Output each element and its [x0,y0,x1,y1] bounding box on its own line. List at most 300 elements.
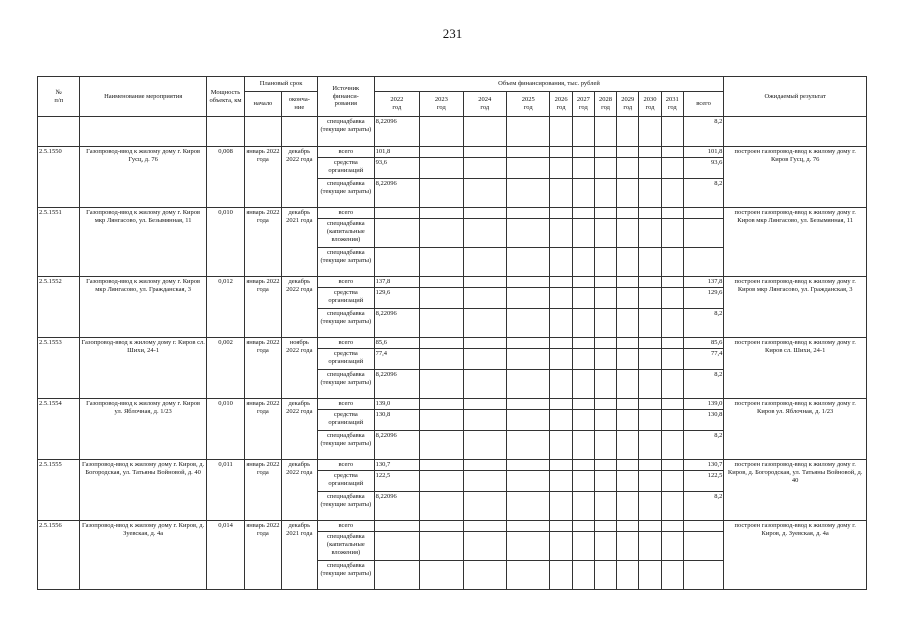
value-year [507,399,550,410]
value-year [572,399,594,410]
value-year [463,431,506,460]
value-year [661,248,683,277]
value-year [572,158,594,179]
value-year [639,521,661,532]
value-year [550,158,572,179]
value-year [550,208,572,219]
header-name: Наименование мероприятия [80,77,206,117]
value-year [639,248,661,277]
value-year [594,158,616,179]
header-result: Ожидаемый результат [724,77,867,117]
value-year [463,309,506,338]
expected-result: построен газопровод-ввод к жилому дому г. Киров мкр Лянгасово, ул. Гражданская, 3 [724,277,867,338]
value-year [617,248,639,277]
value-year [420,117,463,147]
value-year [420,309,463,338]
value-year [639,471,661,492]
value-year [550,179,572,208]
value-year [550,309,572,338]
value-year [463,208,506,219]
value-total [683,561,723,590]
value-year [639,370,661,399]
funding-source: спецнадбавка (текущие затраты) [318,431,375,460]
header-term-end: оконча- ние [281,92,317,117]
value-year [617,471,639,492]
object-start: январь 2022 года [245,147,281,208]
value-year [550,147,572,158]
header-year: 2025 год [507,92,550,117]
value-year [617,219,639,248]
value-year [463,147,506,158]
funding-source: спецнадбавка (текущие затраты) [318,179,375,208]
value-year [661,147,683,158]
value-year [550,277,572,288]
value-year [550,338,572,349]
value-2022: 122,5 [374,471,419,492]
object-number: 2.5.1551 [38,208,80,277]
value-year [507,208,550,219]
funding-source: спецнадбавка (текущие затраты) [318,117,375,147]
object-capacity: 0,002 [206,338,244,399]
value-year [463,219,506,248]
value-total: 137,8 [683,277,723,288]
value-year [661,471,683,492]
value-year [420,179,463,208]
value-year [550,532,572,561]
value-year [463,370,506,399]
value-2022: 130,7 [374,460,419,471]
table-row [38,147,867,158]
object-start: январь 2022 года [245,460,281,521]
value-year [507,179,550,208]
funding-source: средства организаций [318,288,375,309]
empty-cell [281,117,317,147]
value-year [550,492,572,521]
value-year [639,179,661,208]
object-end: декабрь 2021 года [281,521,317,590]
value-year [639,219,661,248]
value-year [572,219,594,248]
value-year [572,460,594,471]
value-year [639,399,661,410]
value-total: 8,2 [683,431,723,460]
value-total: 85,6 [683,338,723,349]
value-year [661,399,683,410]
object-name: Газопровод-ввод к жилому дому г. Киров ул. Яблочная, д. 1/23 [80,399,206,460]
value-year [572,370,594,399]
value-year [507,338,550,349]
value-total [683,208,723,219]
value-total: 129,6 [683,288,723,309]
value-year [572,288,594,309]
value-total: 122,5 [683,471,723,492]
value-year [420,399,463,410]
value-year [550,370,572,399]
value-year [572,147,594,158]
value-year [463,399,506,410]
value-2022: 130,8 [374,410,419,431]
value-year [463,460,506,471]
value-total [683,219,723,248]
table-row [38,117,867,147]
value-year [617,431,639,460]
header-source: Источник финанси- рования [318,77,375,117]
value-2022 [374,208,419,219]
value-year [420,370,463,399]
value-total [683,521,723,532]
object-number: 2.5.1556 [38,521,80,590]
value-year [463,471,506,492]
value-total: 139,0 [683,399,723,410]
value-year [617,158,639,179]
value-year [661,158,683,179]
object-name: Газопровод-ввод к жилому дому г. Киров Гусц, д. 76 [80,147,206,208]
value-year [639,158,661,179]
value-year [420,147,463,158]
value-year [550,460,572,471]
value-year [594,349,616,370]
expected-result: построен газопровод-ввод к жилому дому г. Киров сл. Шихи, 24-1 [724,338,867,399]
header-term: Плановый срок [245,77,318,92]
funding-source: спецнадбавка (текущие затраты) [318,309,375,338]
funding-source: средства организаций [318,349,375,370]
value-year [639,117,661,147]
value-year [617,492,639,521]
value-year [463,532,506,561]
header-year: 2029 год [617,92,639,117]
value-total: 101,8 [683,147,723,158]
value-year [507,309,550,338]
funding-source: средства организаций [318,158,375,179]
value-year [661,338,683,349]
value-year [594,460,616,471]
value-2022: 8,22096 [374,492,419,521]
value-year [572,532,594,561]
value-year [661,309,683,338]
value-year [507,532,550,561]
object-capacity: 0,010 [206,399,244,460]
value-year [507,349,550,370]
value-year [420,521,463,532]
value-2022: 129,6 [374,288,419,309]
value-year [617,179,639,208]
value-year [639,532,661,561]
value-year [420,208,463,219]
value-total: 93,6 [683,158,723,179]
empty-cell [206,117,244,147]
value-year [594,147,616,158]
value-year [463,521,506,532]
object-capacity: 0,008 [206,147,244,208]
value-year [507,460,550,471]
value-year [617,370,639,399]
value-2022: 93,6 [374,158,419,179]
value-year [617,561,639,590]
object-end: декабрь 2022 года [281,460,317,521]
value-total: 8,2 [683,179,723,208]
value-year [661,208,683,219]
expected-result: построен газопровод-ввод к жилому дому г. Киров ул. Яблочная, д. 1/23 [724,399,867,460]
value-year [550,288,572,309]
value-year [661,370,683,399]
object-start: январь 2022 года [245,399,281,460]
value-2022 [374,248,419,277]
financing-table [37,76,867,590]
value-year [617,349,639,370]
value-year [572,431,594,460]
value-year [463,248,506,277]
object-name: Газопровод-ввод к жилому дому г. Киров, д. Зуевская, д. 4а [80,521,206,590]
value-year [420,277,463,288]
value-year [661,288,683,309]
value-year [420,492,463,521]
value-year [639,277,661,288]
funding-source: всего [318,338,375,349]
funding-source: спецнадбавка (капитальные вложения) [318,219,375,248]
object-start: январь 2022 года [245,521,281,590]
value-2022: 8,22096 [374,117,419,147]
header-year: 2023 год [420,92,463,117]
funding-source: средства организаций [318,410,375,431]
object-end: декабрь 2021 года [281,208,317,277]
value-year [594,288,616,309]
header-term-start: начало [245,92,281,117]
funding-source: всего [318,399,375,410]
value-year [572,117,594,147]
value-total: 130,8 [683,410,723,431]
value-year [661,117,683,147]
value-2022: 8,22096 [374,370,419,399]
value-year [661,349,683,370]
object-end: декабрь 2022 года [281,147,317,208]
value-year [594,117,616,147]
value-year [463,117,506,147]
value-year [617,309,639,338]
value-year [550,248,572,277]
value-year [617,117,639,147]
value-2022 [374,219,419,248]
value-year [661,179,683,208]
value-year [639,288,661,309]
value-total: 130,7 [683,460,723,471]
value-2022: 77,4 [374,349,419,370]
value-year [463,338,506,349]
value-year [617,532,639,561]
value-year [550,117,572,147]
table-row [38,521,867,532]
header-num: № п/п [38,77,80,117]
value-year [617,208,639,219]
header-year: 2022 год [374,92,419,117]
value-year [507,158,550,179]
value-year [507,521,550,532]
funding-source: всего [318,147,375,158]
value-year [463,492,506,521]
value-year [463,410,506,431]
value-year [639,561,661,590]
value-year [420,219,463,248]
value-year [420,338,463,349]
value-year [617,460,639,471]
value-year [661,277,683,288]
value-year [420,532,463,561]
value-year [594,492,616,521]
object-capacity: 0,011 [206,460,244,521]
object-number: 2.5.1555 [38,460,80,521]
empty-cell [245,117,281,147]
value-total: 8,2 [683,370,723,399]
value-total: 8,2 [683,309,723,338]
value-year [572,277,594,288]
object-end: декабрь 2022 года [281,277,317,338]
value-year [617,399,639,410]
value-2022 [374,561,419,590]
value-year [420,431,463,460]
value-year [572,309,594,338]
expected-result: построен газопровод-ввод к жилому дому г. Киров, д. Зуевская, д. 4а [724,521,867,590]
value-year [572,410,594,431]
expected-result: построен газопровод-ввод к жилому дому г. Киров мкр Лянгасово, ул. Безымянная, 11 [724,208,867,277]
value-year [572,471,594,492]
value-year [617,410,639,431]
page-number: 231 [442,26,463,41]
object-start: январь 2022 года [245,338,281,399]
funding-source: всего [318,460,375,471]
value-year [594,532,616,561]
value-year [572,349,594,370]
value-year [594,338,616,349]
header-year: 2027 год [572,92,594,117]
value-year [507,431,550,460]
funding-source: всего [318,208,375,219]
value-year [507,117,550,147]
value-year [572,561,594,590]
value-year [550,399,572,410]
value-year [639,349,661,370]
object-end: ноябрь 2022 года [281,338,317,399]
value-year [420,410,463,431]
value-total: 8,2 [683,117,723,147]
value-year [594,431,616,460]
table-row [38,460,867,471]
value-year [594,219,616,248]
object-capacity: 0,012 [206,277,244,338]
value-year [572,521,594,532]
value-year [463,179,506,208]
value-year [572,208,594,219]
object-start: январь 2022 года [245,208,281,277]
table-row [38,208,867,219]
value-2022: 137,8 [374,277,419,288]
value-year [661,532,683,561]
object-name: Газопровод-ввод к жилому дому г. Киров мкр Лянгасово, ул. Гражданская, 3 [80,277,206,338]
value-year [572,248,594,277]
object-capacity: 0,014 [206,521,244,590]
value-2022: 139,0 [374,399,419,410]
header-volume: Объем финансирования, тыс. рублей [374,77,724,92]
value-year [661,492,683,521]
value-year [420,349,463,370]
value-year [594,309,616,338]
funding-source: спецнадбавка (текущие затраты) [318,492,375,521]
value-year [507,492,550,521]
value-year [594,208,616,219]
value-year [639,431,661,460]
value-year [639,460,661,471]
header-year: 2031 год [661,92,683,117]
object-end: декабрь 2022 года [281,399,317,460]
empty-cell [38,117,80,147]
value-year [550,471,572,492]
value-year [661,561,683,590]
value-total [683,248,723,277]
value-year [420,288,463,309]
expected-result [724,117,867,147]
header-year: 2024 год [463,92,506,117]
table-row [38,399,867,410]
value-year [617,288,639,309]
value-2022 [374,532,419,561]
value-year [617,338,639,349]
value-year [463,288,506,309]
value-2022: 8,22096 [374,431,419,460]
funding-source: всего [318,277,375,288]
funding-source: спецнадбавка (текущие затраты) [318,248,375,277]
expected-result: построен газопровод-ввод к жилому дому г. Киров Гусц, д. 76 [724,147,867,208]
funding-source: спецнадбавка (текущие затраты) [318,370,375,399]
value-year [639,492,661,521]
value-year [463,561,506,590]
value-year [594,277,616,288]
value-year [550,219,572,248]
object-capacity: 0,010 [206,208,244,277]
value-year [550,521,572,532]
header-capacity: Мощность объекта, км [206,77,244,117]
value-year [550,410,572,431]
value-year [661,410,683,431]
table-row [38,338,867,349]
value-year [617,277,639,288]
value-2022: 101,8 [374,147,419,158]
value-year [594,179,616,208]
value-year [617,521,639,532]
value-year [463,277,506,288]
object-name: Газопровод-ввод к жилому дому г. Киров мкр Лянгасово, ул. Безымянная, 11 [80,208,206,277]
value-year [507,219,550,248]
value-year [639,208,661,219]
value-year [639,147,661,158]
value-year [594,399,616,410]
value-year [507,248,550,277]
value-year [507,277,550,288]
value-year [639,410,661,431]
value-year [572,179,594,208]
value-total [683,532,723,561]
header-year: 2026 год [550,92,572,117]
value-year [639,338,661,349]
value-2022: 85,6 [374,338,419,349]
object-number: 2.5.1554 [38,399,80,460]
header-year: 2030 год [639,92,661,117]
object-number: 2.5.1550 [38,147,80,208]
value-year [420,158,463,179]
value-year [507,147,550,158]
value-year [463,349,506,370]
value-year [420,471,463,492]
value-year [661,219,683,248]
object-name: Газопровод-ввод к жилому дому г. Киров, д. Богородская, ул. Татьяны Войновой, д. 40 [80,460,206,521]
value-year [420,460,463,471]
